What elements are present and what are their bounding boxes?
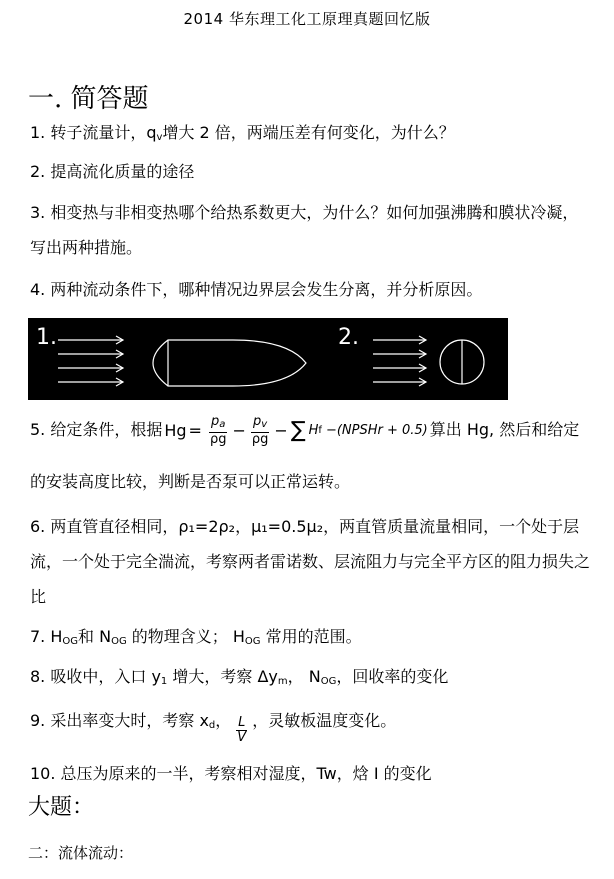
subsection-fluid-flow: 二：流体流动： bbox=[28, 844, 134, 862]
reflux-num: L bbox=[238, 715, 246, 730]
hf-symbol: H bbox=[308, 423, 319, 438]
q9-text-post: ，灵敏板温度变化。 bbox=[252, 711, 397, 730]
formula-hg: Hg bbox=[164, 421, 187, 440]
q7-sub-1: OG bbox=[62, 636, 79, 647]
pa-symbol: p bbox=[211, 413, 220, 429]
flow-arrows-2 bbox=[373, 336, 426, 386]
q7-text-post: 常用的范围。 bbox=[260, 627, 362, 646]
fraction-pv bbox=[250, 415, 271, 447]
formula-minus-2: − bbox=[274, 421, 288, 440]
pa-subscript: a bbox=[219, 418, 226, 430]
question-6: 6. 两直管直径相同，ρ₁=2ρ₂，μ₁=0.5μ₂，两直管质量流量相同，一个处于层流，一个处于完全湍流，考察两者雷诺数、层流阻力与完全平方区的阻力损失之比 bbox=[30, 517, 591, 606]
question-5 bbox=[30, 413, 590, 447]
q7-sub-2: OG bbox=[111, 636, 127, 647]
document-title: 2014 华东理工化工原理真题回忆版 bbox=[183, 10, 431, 28]
q7-sub-3: OG bbox=[244, 636, 261, 647]
pv-denominator: ρg bbox=[251, 431, 269, 447]
fraction-pa bbox=[208, 415, 229, 447]
section-heading-short-answer: 一. 简答题 bbox=[28, 84, 149, 114]
figure-drawing bbox=[28, 318, 508, 400]
q9-text-mid: ， bbox=[215, 711, 232, 730]
q8-sub-1: 1 bbox=[160, 676, 168, 687]
question-10: 10. 总压为原来的一半，考察相对湿度，Tw，焓 I 的变化 bbox=[30, 764, 432, 783]
question-9 bbox=[30, 704, 590, 745]
question-3: 3. 相变热与非相变热哪个给热系数更大，为什么？如何加强沸腾和膜状冷凝，写出两种措施。 bbox=[30, 203, 579, 257]
streamlined-body bbox=[153, 340, 306, 386]
figure-label-1: 1. bbox=[36, 325, 57, 350]
pa-denominator: ρg bbox=[209, 431, 227, 447]
q9-text-pre: 9. 采出率变大时，考察 x bbox=[30, 711, 209, 730]
q8-text-mid2: ， N bbox=[287, 667, 321, 686]
figure-label-2: 2. bbox=[338, 325, 359, 350]
q5-text-pre: 5. 给定条件，根据 bbox=[30, 420, 163, 439]
question-8 bbox=[30, 660, 590, 698]
boundary-layer-figure bbox=[28, 318, 508, 400]
question-5-line-2: 的安装高度比较，判断是否泵可以正常运转。 bbox=[30, 472, 351, 491]
q8-text-post: ，回收率的变化 bbox=[336, 667, 449, 686]
q1-text-post: 增大 2 倍，两端压差有何变化，为什么？ bbox=[162, 123, 455, 142]
q9-sub-1: d bbox=[208, 720, 216, 731]
section-heading-big-questions: 大题： bbox=[28, 795, 95, 820]
pump-height-formula bbox=[164, 414, 427, 447]
reflux-den: V bbox=[237, 730, 247, 745]
formula-minus-1: − bbox=[232, 421, 246, 440]
q8-sub-2: m bbox=[277, 676, 288, 687]
q7-text-mid2: 的物理含义； H bbox=[126, 627, 245, 646]
q1-subscript: v bbox=[156, 132, 163, 143]
npsh-term: −(NPSHr + 0.5) bbox=[325, 423, 428, 438]
formula-equals: = bbox=[188, 421, 202, 440]
question-4: 4. 两种流动条件下，哪种情况边界层会发生分离，并分析原因。 bbox=[30, 280, 483, 299]
q1-text-pre: 1. 转子流量计，q bbox=[30, 123, 157, 142]
question-7 bbox=[30, 620, 590, 658]
q8-text-pre: 8. 吸收中，入口 y bbox=[30, 667, 161, 686]
q7-text-mid: 和 N bbox=[78, 627, 112, 646]
pv-symbol: p bbox=[253, 413, 262, 429]
hf-subscript: f bbox=[318, 425, 322, 436]
q8-text-mid: 增大，考察 Δy bbox=[167, 667, 278, 686]
sigma-symbol: ∑ bbox=[290, 418, 306, 443]
q5-text-post: 算出 Hg, 然后和给定 bbox=[429, 420, 580, 439]
q7-text-pre: 7. H bbox=[30, 627, 63, 646]
flow-arrows-1 bbox=[58, 336, 123, 386]
question-1 bbox=[30, 116, 590, 154]
pv-subscript: v bbox=[261, 418, 268, 430]
question-2: 2. 提高流化质量的途径 bbox=[30, 162, 195, 181]
reflux-ratio-fraction bbox=[235, 716, 248, 745]
q8-sub-3: OG bbox=[320, 676, 337, 687]
